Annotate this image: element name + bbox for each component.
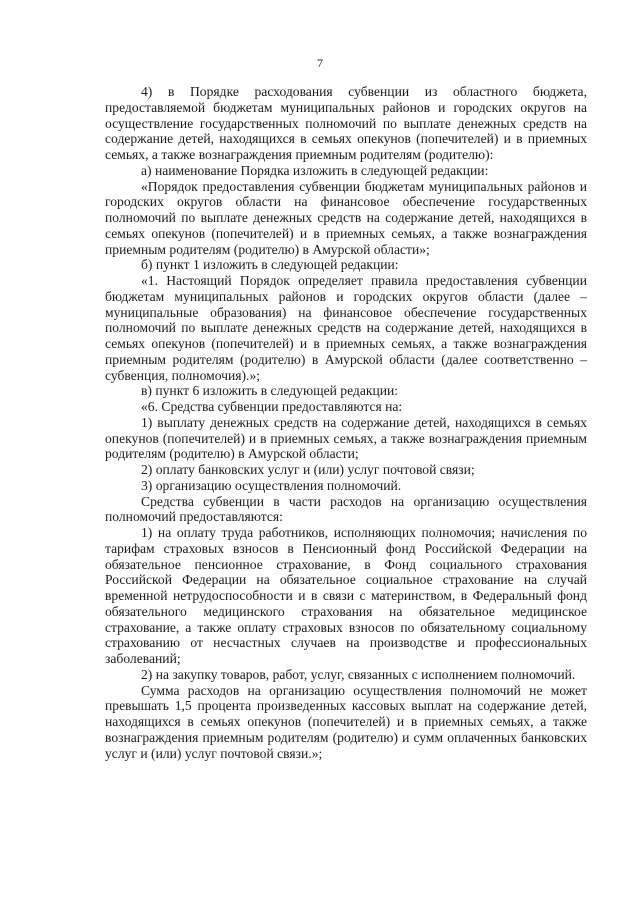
paragraph-quoted-title: «Порядок предоставления субвенции бюджетам муниципальных районов и городских округов области на финансовое обеспечение государственных полномочий по выплате денежных средств на содержание детей, находящихся в семьях опекунов (попечителей) и в приемных семьях, а также вознаграждения приемным родителям (родителю) в Амурской области»; <box>105 178 587 257</box>
paragraph-clause-6-3: 3) организацию осуществления полномочий. <box>141 477 402 493</box>
paragraph-clause-1: «1. Настоящий Порядок определяет правила предоставления субвенции бюджетам муниципальных районов и городских округов области (далее – муниципальные образования) на финансовое обеспечение государственных полномочий по выплате денежных средств на содержание детей, находящихся в семьях опекунов (попечителей) и в приемных семьях, а также вознаграждения приемным родителям (родителю) в Амурской области (далее соответственно – субвенция, полномочия).»; <box>105 273 587 383</box>
paragraph-funds-2: 2) на закупку товаров, работ, услуг, связанных с исполнением полномочий. <box>141 666 576 682</box>
document-body <box>105 84 587 761</box>
paragraph-funds-1: 1) на оплату труда работников, исполняющих полномочия; начисления по тарифам страховых взносов в Пенсионный фонд Российской Федерации на обязательное пенсионное страхование, в Фонд социального страхования Российской Федерации на обязательное социальное страхование на случай временной нетрудоспособности и в связи с материнством, в Федеральный фонд обязательного медицинского страхования на обязательное медицинское страхование, а также оплату страховых взносов по обязательному социальному страхованию от несчастных случаев на производстве и профессиональных заболеваний; <box>105 525 587 666</box>
paragraph-subitem-b: б) пункт 1 изложить в следующей редакции: <box>141 257 399 273</box>
paragraph-clause-6: «6. Средства субвенции предоставляются на: <box>141 399 403 414</box>
paragraph-funds-organization: Средства субвенции в части расходов на организацию осуществления полномочий предоставляются: <box>105 493 587 525</box>
page-number: 7 <box>317 56 323 70</box>
paragraph-subitem-v: в) пункт 6 изложить в следующей редакции: <box>141 383 399 399</box>
paragraph-expense-limit: Сумма расходов на организацию осуществления полномочий не может превышать 1,5 процента произведенных кассовых выплат на содержание детей, находящихся в семьях опекунов (попечителей) и в приемных семьях, а также вознаграждения приемным родителям (родителю) и сумм оплаченных банковских услуг и (или) услуг почтовой связи.»; <box>105 682 587 761</box>
paragraph-clause-6-2: 2) оплату банковских услуг и (или) услуг почтовой связи; <box>141 462 475 477</box>
paragraph-clause-6-1: 1) выплату денежных средств на содержание детей, находящихся в семьях опекунов (попечителей) и в приемных семьях, а также вознаграждения приемным родителям (родителю) в Амурской области; <box>105 414 587 462</box>
paragraph-subitem-a: а) наименование Порядка изложить в следующей редакции: <box>141 162 489 178</box>
paragraph-item-4: 4) в Порядке расходования субвенции из областного бюджета, предоставляемой бюджетам муниципальных районов и городских округов на осуществление государственных полномочий по выплате денежных средств на содержание детей, находящихся в семьях опекунов (попечителей) и в приемных семьях, а также вознаграждения приемным родителям (родителю): <box>105 84 587 162</box>
